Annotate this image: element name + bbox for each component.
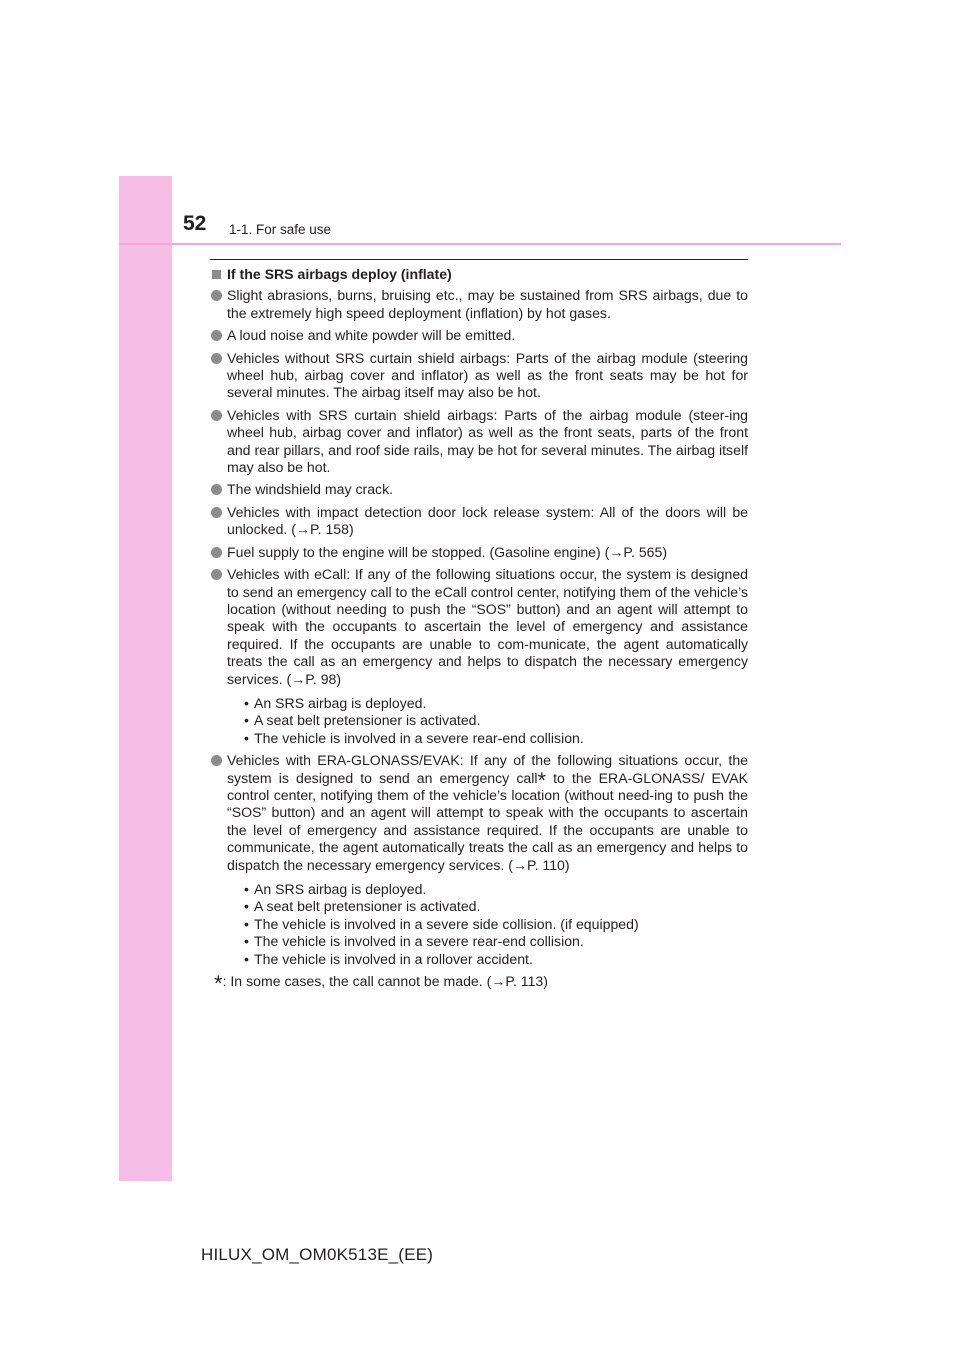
list-item-era-glonass: Vehicles with ERA-GLONASS/EVAK: If any of the following situations occur, the system is designed to send an emergency call* to the ERA-GLONASS/ EVAK control center, notifying them of the vehicle’s location (without need-ing to push the “SOS” button) and an agent will attempt to speak with the occupants to ascertain the level of emergency and assistance required. If the occupants are unable to communicate, the agent automatically treats the call as an emergency and helps to dispatch the necessary emergency services. (→P. 110) • An SRS airbag is deployed. • A seat belt pretensioner is activated. • The vehicle is involved in a severe side collision. (if equipped) • The vehicle is involved in a severe rear-end collision. • The vehicle is involved in a rollover accident. [210,752,748,968]
footnote-marker: * [537,767,547,793]
sublist-item: • The vehicle is involved in a rollover accident. [244,950,533,967]
list-item: Vehicles without SRS curtain shield airbags: Parts of the airbag module (steering wheel hub, airbag cover and inflator) as well as the front seats may be hot for several minutes. The airbag itself may also be hot. [210,350,748,402]
heading-text: If the SRS airbags deploy (inflate) [227,266,452,282]
footnote-marker: * [214,971,223,997]
header-rule [119,243,841,245]
era-sublist [227,881,748,968]
sidebar-tab [119,176,172,1181]
footnote: *: In some cases, the call cannot be made. (→P. 113) [214,971,548,997]
sublist-item: • The vehicle is involved in a severe rear-end collision. [244,933,584,950]
footer-doc-id: HILUX_OM_OM0K513E_(EE) [201,1245,434,1264]
bullet-icon [211,353,222,364]
sublist-item: • The vehicle is involved in a severe side collision. (if equipped) [244,915,639,932]
sublist-item: • The vehicle is involved in a severe rear-end collision. [244,729,584,746]
content [210,266,748,997]
section-title: 1-1. For safe use [229,222,332,237]
bullet-icon [211,507,222,518]
list-item: Slight abrasions, burns, bruising etc., may be sustained from SRS airbags, due to the extremely high speed deployment (inflation) by hot gases. [210,287,748,322]
sublist-item: • An SRS airbag is deployed. [244,881,427,897]
list-item: Vehicles with impact detection door lock release system: All of the doors will be unlocked. (→P. 158) [210,504,748,539]
sublist-item: • An SRS airbag is deployed. [244,694,427,711]
bullet-icon [211,569,222,580]
list-item: Vehicles with SRS curtain shield airbags: Parts of the airbag module (steer-ing wheel hub, airbag cover and inflator) as well as the front seats, parts of the front and rear pillars, and roof side rails, may be hot for several minutes. The airbag itself may also be hot. [210,407,748,477]
content-rule [210,259,748,260]
ecall-sublist [227,695,748,747]
bullet-icon [211,484,222,495]
sublist-item: • A seat belt pretensioner is activated. [244,898,481,915]
bullet-icon [211,755,222,766]
section-heading [210,266,748,283]
sublist-item: • A seat belt pretensioner is activated. [244,712,481,729]
bullet-icon [211,547,222,558]
list-item: Fuel supply to the engine will be stopped. (Gasoline engine) (→P. 565) [210,544,748,561]
list-item: A loud noise and white powder will be emitted. [210,327,748,344]
list-item-ecall: Vehicles with eCall: If any of the following situations occur, the system is designed to send an emergency call to the eCall control center, notifying them of the vehicle’s location (without needing to push the “SOS” button) and an agent will attempt to speak with the occupants to ascertain the level of emergency and assistance required. If the occupants are unable to com-municate, the agent automatically treats the call as an emergency and helps to dispatch the necessary emergency services. (→P. 98) • An SRS airbag is deployed. • A seat belt pretensioner is activated. • The vehicle is involved in a severe rear-end collision. [210,566,748,747]
list-item: The windshield may crack. [210,481,748,498]
square-bullet-icon [212,270,221,279]
bullet-icon [211,290,222,301]
page-number: 52 [183,212,207,235]
bullet-icon [211,410,222,421]
bullet-icon [211,330,222,341]
